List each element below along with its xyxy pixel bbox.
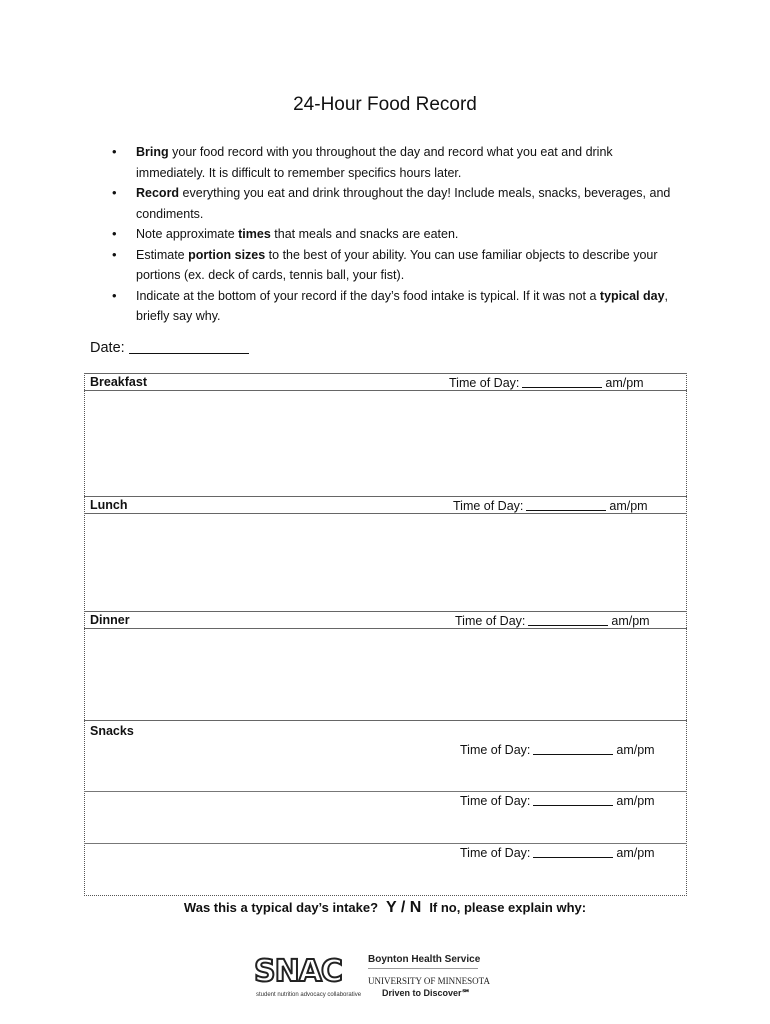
instruction-text: that meals and snacks are eaten. (270, 227, 459, 241)
instruction-text: , briefly say why. (136, 288, 669, 323)
instruction-text: your food record with you throughout the day and record what you eat and drink immediately. It is difficult to remember specifics hours later. (136, 145, 613, 180)
instruction-item (108, 183, 683, 224)
instruction-item (108, 245, 683, 286)
instruction-text: everything you eat and drink throughout the day! Include meals, snacks, beverages, and condiments. (136, 186, 671, 221)
instruction-bold: typical day (599, 288, 665, 303)
ampm-label: am/pm (611, 614, 650, 628)
time-label: Time of Day: (449, 376, 520, 390)
date-field (90, 339, 249, 356)
time-blank[interactable] (533, 742, 613, 755)
ampm-label: am/pm (616, 846, 655, 860)
time-label: Time of Day: (453, 499, 524, 513)
snack-entry-row[interactable] (84, 844, 687, 896)
time-label: Time of Day: (455, 614, 526, 628)
breakfast-time (449, 375, 644, 390)
instruction-text: Note approximate (136, 227, 239, 241)
snack-time-2 (460, 793, 655, 808)
boynton-logo-text: Boynton Health Service (368, 954, 481, 965)
yes-no-choice[interactable]: Y / N (386, 899, 422, 916)
instruction-item (108, 142, 683, 183)
dinner-header (84, 611, 687, 629)
snac-subtitle: student nutrition advocacy collaborative (256, 992, 362, 998)
university-logo-text: UNIVERSITY OF MINNESOTA (368, 976, 490, 986)
instruction-item (108, 286, 683, 327)
time-blank[interactable] (533, 793, 613, 806)
instruction-text: Estimate (136, 247, 189, 262)
lunch-entry-area[interactable] (84, 514, 687, 610)
snac-logo: SNAC (254, 954, 342, 989)
ampm-label: am/pm (616, 794, 655, 808)
breakfast-entry-area[interactable] (84, 391, 687, 495)
instruction-text: Indicate at the bottom of your record if the day’s food intake is typical. If it was not a (136, 288, 600, 303)
instruction-bold: portion sizes (188, 247, 266, 262)
breakfast-label: Breakfast (90, 375, 147, 389)
footer-logos (254, 950, 494, 1010)
dinner-entry-area[interactable] (84, 629, 687, 721)
breakfast-header (84, 373, 687, 391)
time-blank[interactable] (526, 498, 606, 511)
question-followup: If no, please explain why: (429, 900, 587, 915)
instruction-bold: Record (136, 186, 180, 200)
snacks-label: Snacks (90, 724, 134, 738)
time-label: Time of Day: (460, 846, 531, 860)
instruction-list (108, 142, 683, 327)
dinner-label: Dinner (90, 613, 130, 627)
instruction-item (108, 224, 683, 245)
instruction-text: to the best of your ability. You can use familiar objects to describe your portions (ex. deck of cards, tennis ball, your fist). (136, 247, 658, 282)
time-blank[interactable] (522, 375, 602, 388)
ampm-label: am/pm (609, 499, 648, 513)
dinner-time (455, 613, 650, 628)
instruction-bold: Bring (136, 145, 169, 159)
lunch-time (453, 498, 648, 513)
time-label: Time of Day: (460, 743, 531, 757)
time-blank[interactable] (528, 613, 608, 626)
question-text: Was this a typical day’s intake? (183, 900, 379, 915)
typical-day-question (0, 899, 770, 917)
lunch-header (84, 496, 687, 514)
ampm-label: am/pm (605, 376, 644, 390)
page-title: 24-Hour Food Record (293, 94, 477, 115)
time-label: Time of Day: (460, 794, 531, 808)
snack-time-1 (460, 742, 655, 757)
logo-divider (368, 968, 478, 969)
date-input-line[interactable] (129, 339, 249, 354)
ampm-label: am/pm (616, 743, 655, 757)
date-label: Date: (90, 340, 125, 356)
lunch-label: Lunch (90, 498, 128, 512)
university-tagline: Driven to Discover℠ (382, 988, 471, 998)
instruction-bold: times (238, 227, 271, 241)
